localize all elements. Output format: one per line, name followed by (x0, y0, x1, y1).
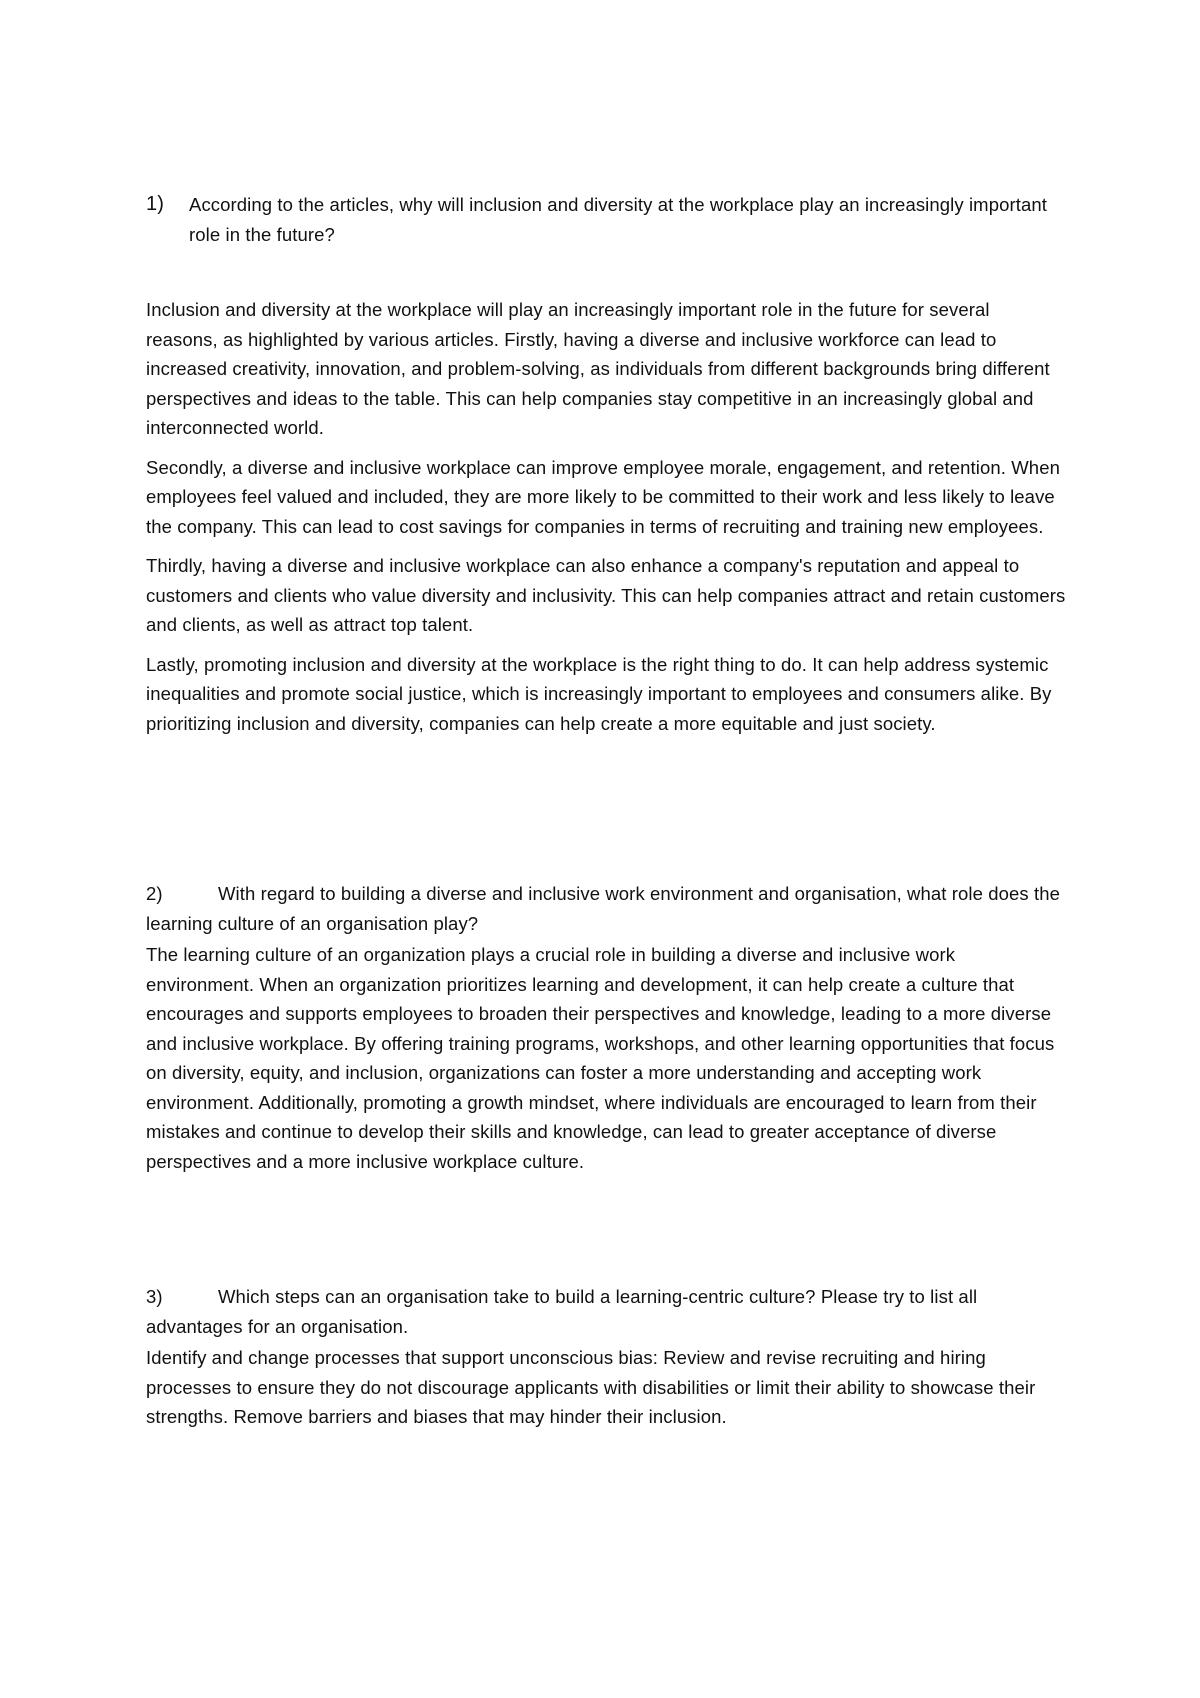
question-2 (146, 879, 1066, 938)
answer-paragraph: The learning culture of an organization plays a crucial role in building a diverse and inclusive work environment. When an organization prioritizes learning and development, it can help create a culture that encourages and supports employees to broaden their perspectives and knowledge, leading to a more diverse and inclusive workplace. By offering training programs, workshops, and other learning opportunities that focus on diversity, equity, and inclusion, organizations can foster a more understanding and accepting work environment. Additionally, promoting a growth mindset, where individuals are encouraged to learn from their mistakes and continue to develop their skills and knowledge, can lead to greater acceptance of diverse perspectives and a more inclusive workplace culture. (146, 944, 1055, 1172)
answer-paragraph: Inclusion and diversity at the workplace will play an increasingly important role in the future for several reasons, as highlighted by various articles. Firstly, having a diverse and inclusive workforce can lead to increased creativity, innovation, and problem-solving, as individuals from different backgrounds bring different perspectives and ideas to the table. This can help companies stay competitive in an increasingly global and interconnected world. (146, 299, 1050, 438)
answer-paragraph: Identify and change processes that support unconscious bias: Review and revise recruiting and hiring processes to ensure they do not discourage applicants with disabilities or limit their ability to showcase their strengths. Remove barriers and biases that may hinder their inclusion. (146, 1347, 1036, 1427)
question-number: 1) (146, 193, 164, 215)
question-text: With regard to building a diverse and inclusive work environment and organisation, what role does the learning culture of an organisation play? (146, 883, 1061, 934)
question-3 (146, 1282, 1066, 1341)
question-text: Which steps can an organisation take to build a learning-centric culture? Please try to list all advantages for an organisation. (146, 1286, 978, 1337)
answer-paragraph: Secondly, a diverse and inclusive workplace can improve employee morale, engagement, and retention. When employees feel valued and included, they are more likely to be committed to their work and less likely to leave the company. This can lead to cost savings for companies in terms of recruiting and training new employees. (146, 456, 1060, 537)
answer-1 (146, 295, 1066, 748)
answer-paragraph: Lastly, promoting inclusion and diversity at the workplace is the right thing to do. It can help address systemic inequalities and promote social justice, which is increasingly important to employees and consumers alike. By prioritizing inclusion and diversity, companies can help create a more equitable and just society. (146, 653, 1052, 734)
question-number: 3) (146, 1286, 163, 1307)
answer-2 (146, 940, 1066, 1186)
question-text: According to the articles, why will inclusion and diversity at the workplace play an increasingly important role in the future? (189, 194, 1047, 245)
answer-paragraph: Thirdly, having a diverse and inclusive workplace can also enhance a company's reputation and appeal to customers and clients who value diversity and inclusivity. This can help companies attract and retain customers and clients, as well as attract top talent. (146, 555, 1066, 635)
question-1 (146, 190, 1066, 249)
answer-3 (146, 1343, 1066, 1442)
question-number: 2) (146, 883, 163, 904)
